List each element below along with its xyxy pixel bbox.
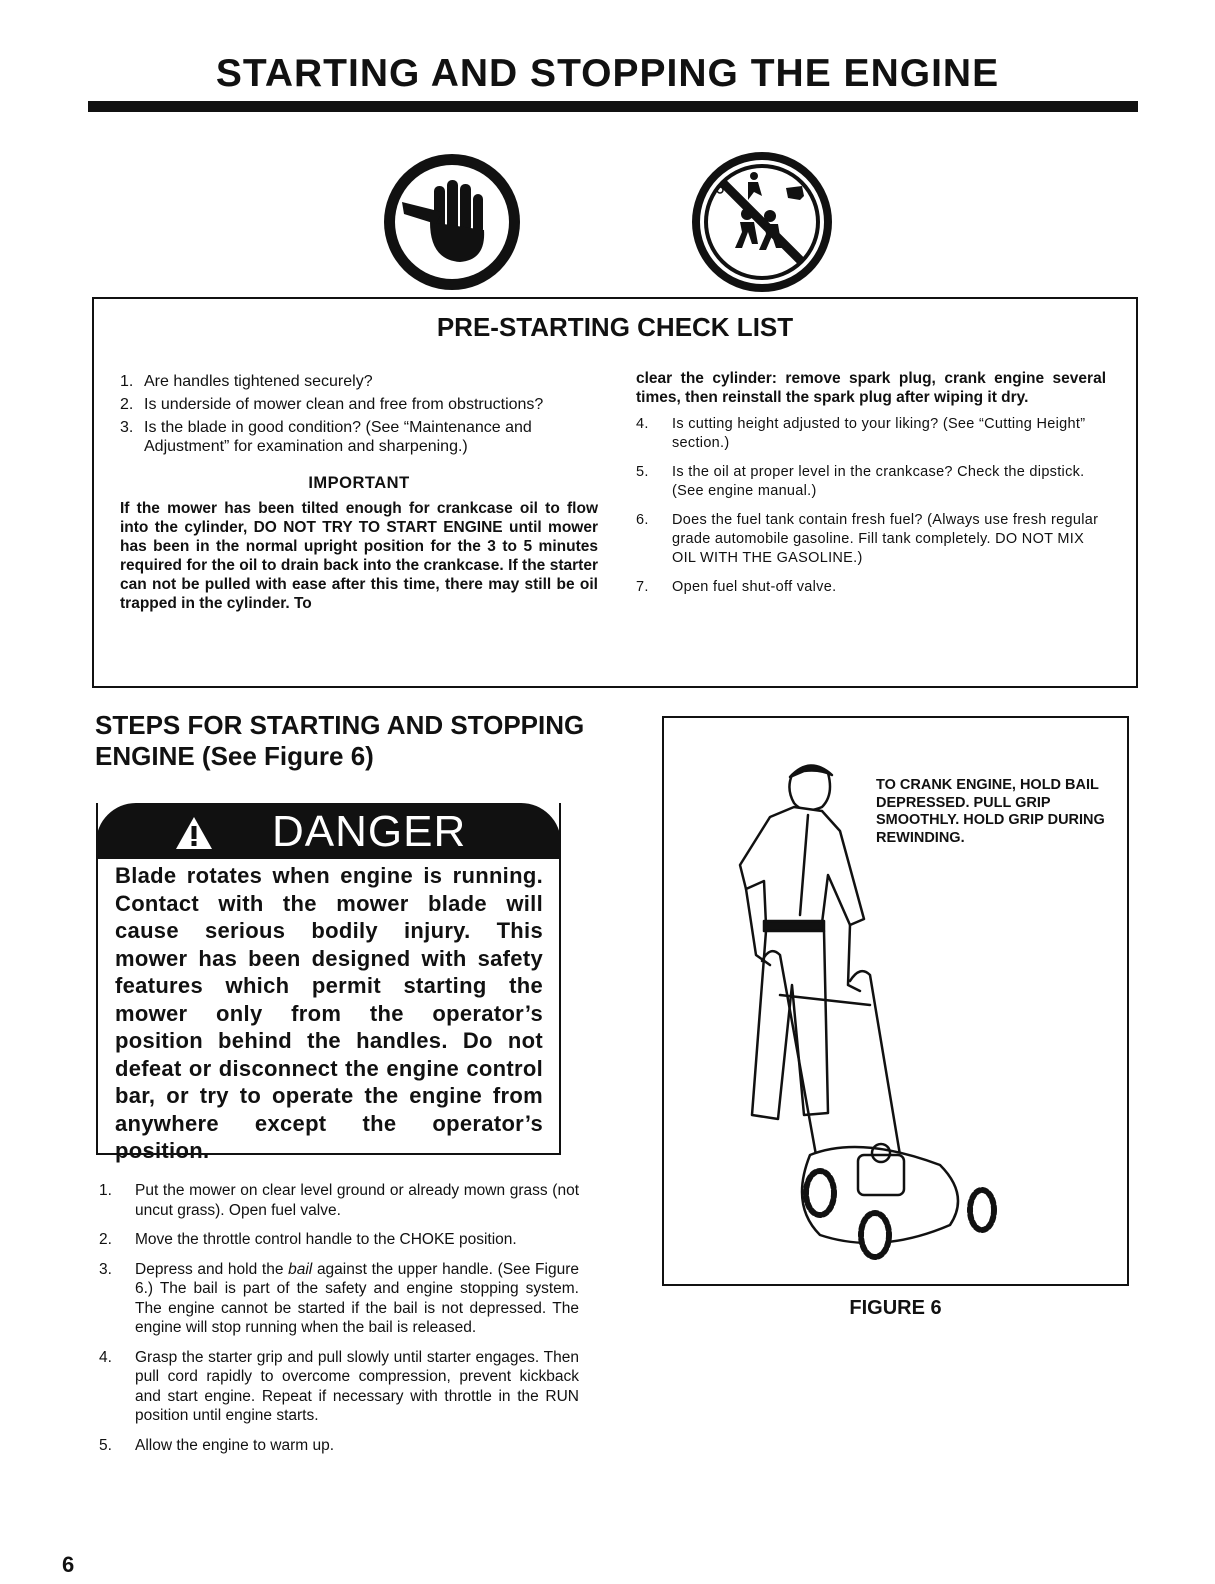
important-continuation: clear the cylinder: remove spark plug, crank engine several times, then reinstall the spark plug after wiping it dry.	[636, 370, 1106, 406]
checklist-item: 1. Are handles tightened securely?	[120, 373, 373, 390]
steps-heading: STEPS FOR STARTING AND STOPPING ENGINE (See Figure 6)	[95, 710, 585, 771]
step-item: 5. Allow the engine to warm up.	[99, 1436, 335, 1454]
page-title: STARTING AND STOPPING THE ENGINE	[215, 52, 1000, 95]
step-item: 4. Grasp the starter grip and pull slowly until starter engages. Then pull cord rapidly to overcome compression, prevent kickback and start engine. Repeat if necessary with throttle in the RUN position until engine starts.	[99, 1348, 579, 1424]
checklist-heading: PRE-STARTING CHECK LIST	[436, 312, 794, 342]
danger-text: Blade rotates when engine is running. Contact with the mower blade will cause serious bodily injury. This mower has been designed with safety features which permit starting the mower only from the operator’s position behind the handles. Do not defeat or disconnect the engine control bar, or try to operate the engine from anywhere except the operator’s position.	[115, 863, 543, 1163]
hand-warning-icon	[382, 152, 522, 292]
figure-label: FIGURE 6	[849, 1297, 942, 1319]
danger-label: DANGER	[272, 807, 467, 856]
checklist-left-column	[120, 372, 598, 613]
important-body: If the mower has been tilted enough for crankcase oil to flow into the cylinder, DO NOT TRY TO START ENGINE until mower has been in the normal upright position for the 3 to 5 minutes required for the oil to drain back into the crankcase. If the starter can not be pulled with ease after this time, there may still be oil trapped in the cylinder. To	[120, 500, 598, 612]
title-rule	[88, 101, 1138, 112]
steps-list	[99, 1181, 579, 1465]
warning-triangle-icon	[174, 815, 214, 851]
page-number: 6	[62, 1552, 75, 1577]
figure-callout-text: TO CRANK ENGINE, HOLD BAIL DEPRESSED. PULL GRIP SMOOTHLY. HOLD GRIP DURING REWINDING.	[876, 777, 1105, 846]
checklist-item: 2. Is underside of mower clean and free from obstructions?	[120, 396, 544, 413]
checklist-item: 3. Is the blade in good condition? (See “Maintenance and Adjustment” for examination and sharpening.)	[120, 419, 532, 455]
step-item: 3. Depress and hold the bail against the upper handle. (See Figure 6.) The bail is part of the safety and engine stopping system. The engine cannot be started if the bail is not depressed. The engine will stop running when the bail is released.	[99, 1260, 579, 1336]
no-children-pets-icon	[692, 152, 832, 292]
important-heading: IMPORTANT	[308, 474, 410, 492]
checklist-right-column	[636, 369, 1106, 607]
step-item: 2. Move the throttle control handle to the CHOKE position.	[99, 1231, 517, 1248]
checklist-item: 7. Open fuel shut-off valve.	[636, 579, 837, 595]
checklist-item: 6. Does the fuel tank contain fresh fuel? (Always use fresh regular grade automobile gasoline. Fill tank completely. DO NOT MIX OIL WITH THE GASOLINE.)	[636, 512, 1099, 566]
step-item: 1. Put the mower on clear level ground or already mown grass (not uncut grass). Open fuel valve.	[99, 1182, 579, 1219]
checklist-item: 4. Is cutting height adjusted to your liking? (See “Cutting Height” section.)	[636, 416, 1086, 451]
checklist-item: 5. Is the oil at proper level in the crankcase? Check the dipstick. (See engine manual.)	[636, 464, 1085, 499]
